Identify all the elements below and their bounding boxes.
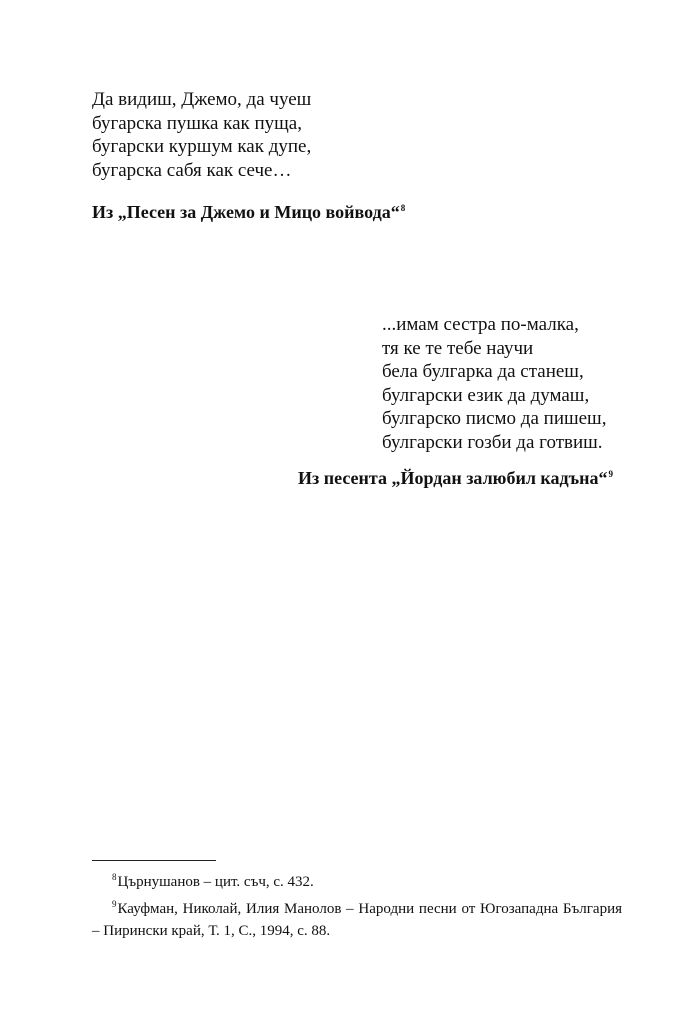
verse-line: булгарски гозби да готвиш. [382,431,603,453]
footnote-number: 8 [112,872,117,882]
footnote-separator [92,860,216,861]
verse-line: Да видиш, Джемо, да чуеш [92,89,312,110]
footnote-ref[interactable]: 9 [608,469,613,479]
verse-source-yordan [298,468,613,489]
footnote-text: Кауфман, Николай, Илия Манолов – Народни песни от Югозападна България – Пирински край, Т. 1, С., 1994, с. 88. [92,901,622,939]
footnotes [92,866,622,942]
verse-line: бугарска пушка как пуща, [92,112,302,134]
verse-line: ...имам сестра по-малка, [382,314,579,335]
verse-line: булгарско писмо да пишеш, [382,408,607,429]
source-text: Из песента „Йордан залюбил кадъна“ [298,468,608,488]
footnote-text: Църнушанов – цит. съч, с. 432. [117,874,314,890]
verse-yordan [382,313,606,454]
footnote-9 [92,893,622,942]
verse-source-djemo [92,202,405,223]
footnote-8 [92,866,622,893]
verse-line: бугарска сабя как сече… [92,159,292,181]
footnote-ref[interactable]: 8 [400,203,406,213]
verse-line: булгарски език да думаш, [382,384,590,406]
verse-line: бугарски куршум как дупе, [92,136,312,157]
source-text: Из „Песен за Джемо и Мицо войвода“ [92,202,400,222]
verse-djemo [92,88,311,182]
verse-line: тя ке те тебе научи [382,337,534,359]
verse-line: бела булгарка да станеш, [382,361,584,382]
footnote-number: 9 [112,899,117,909]
